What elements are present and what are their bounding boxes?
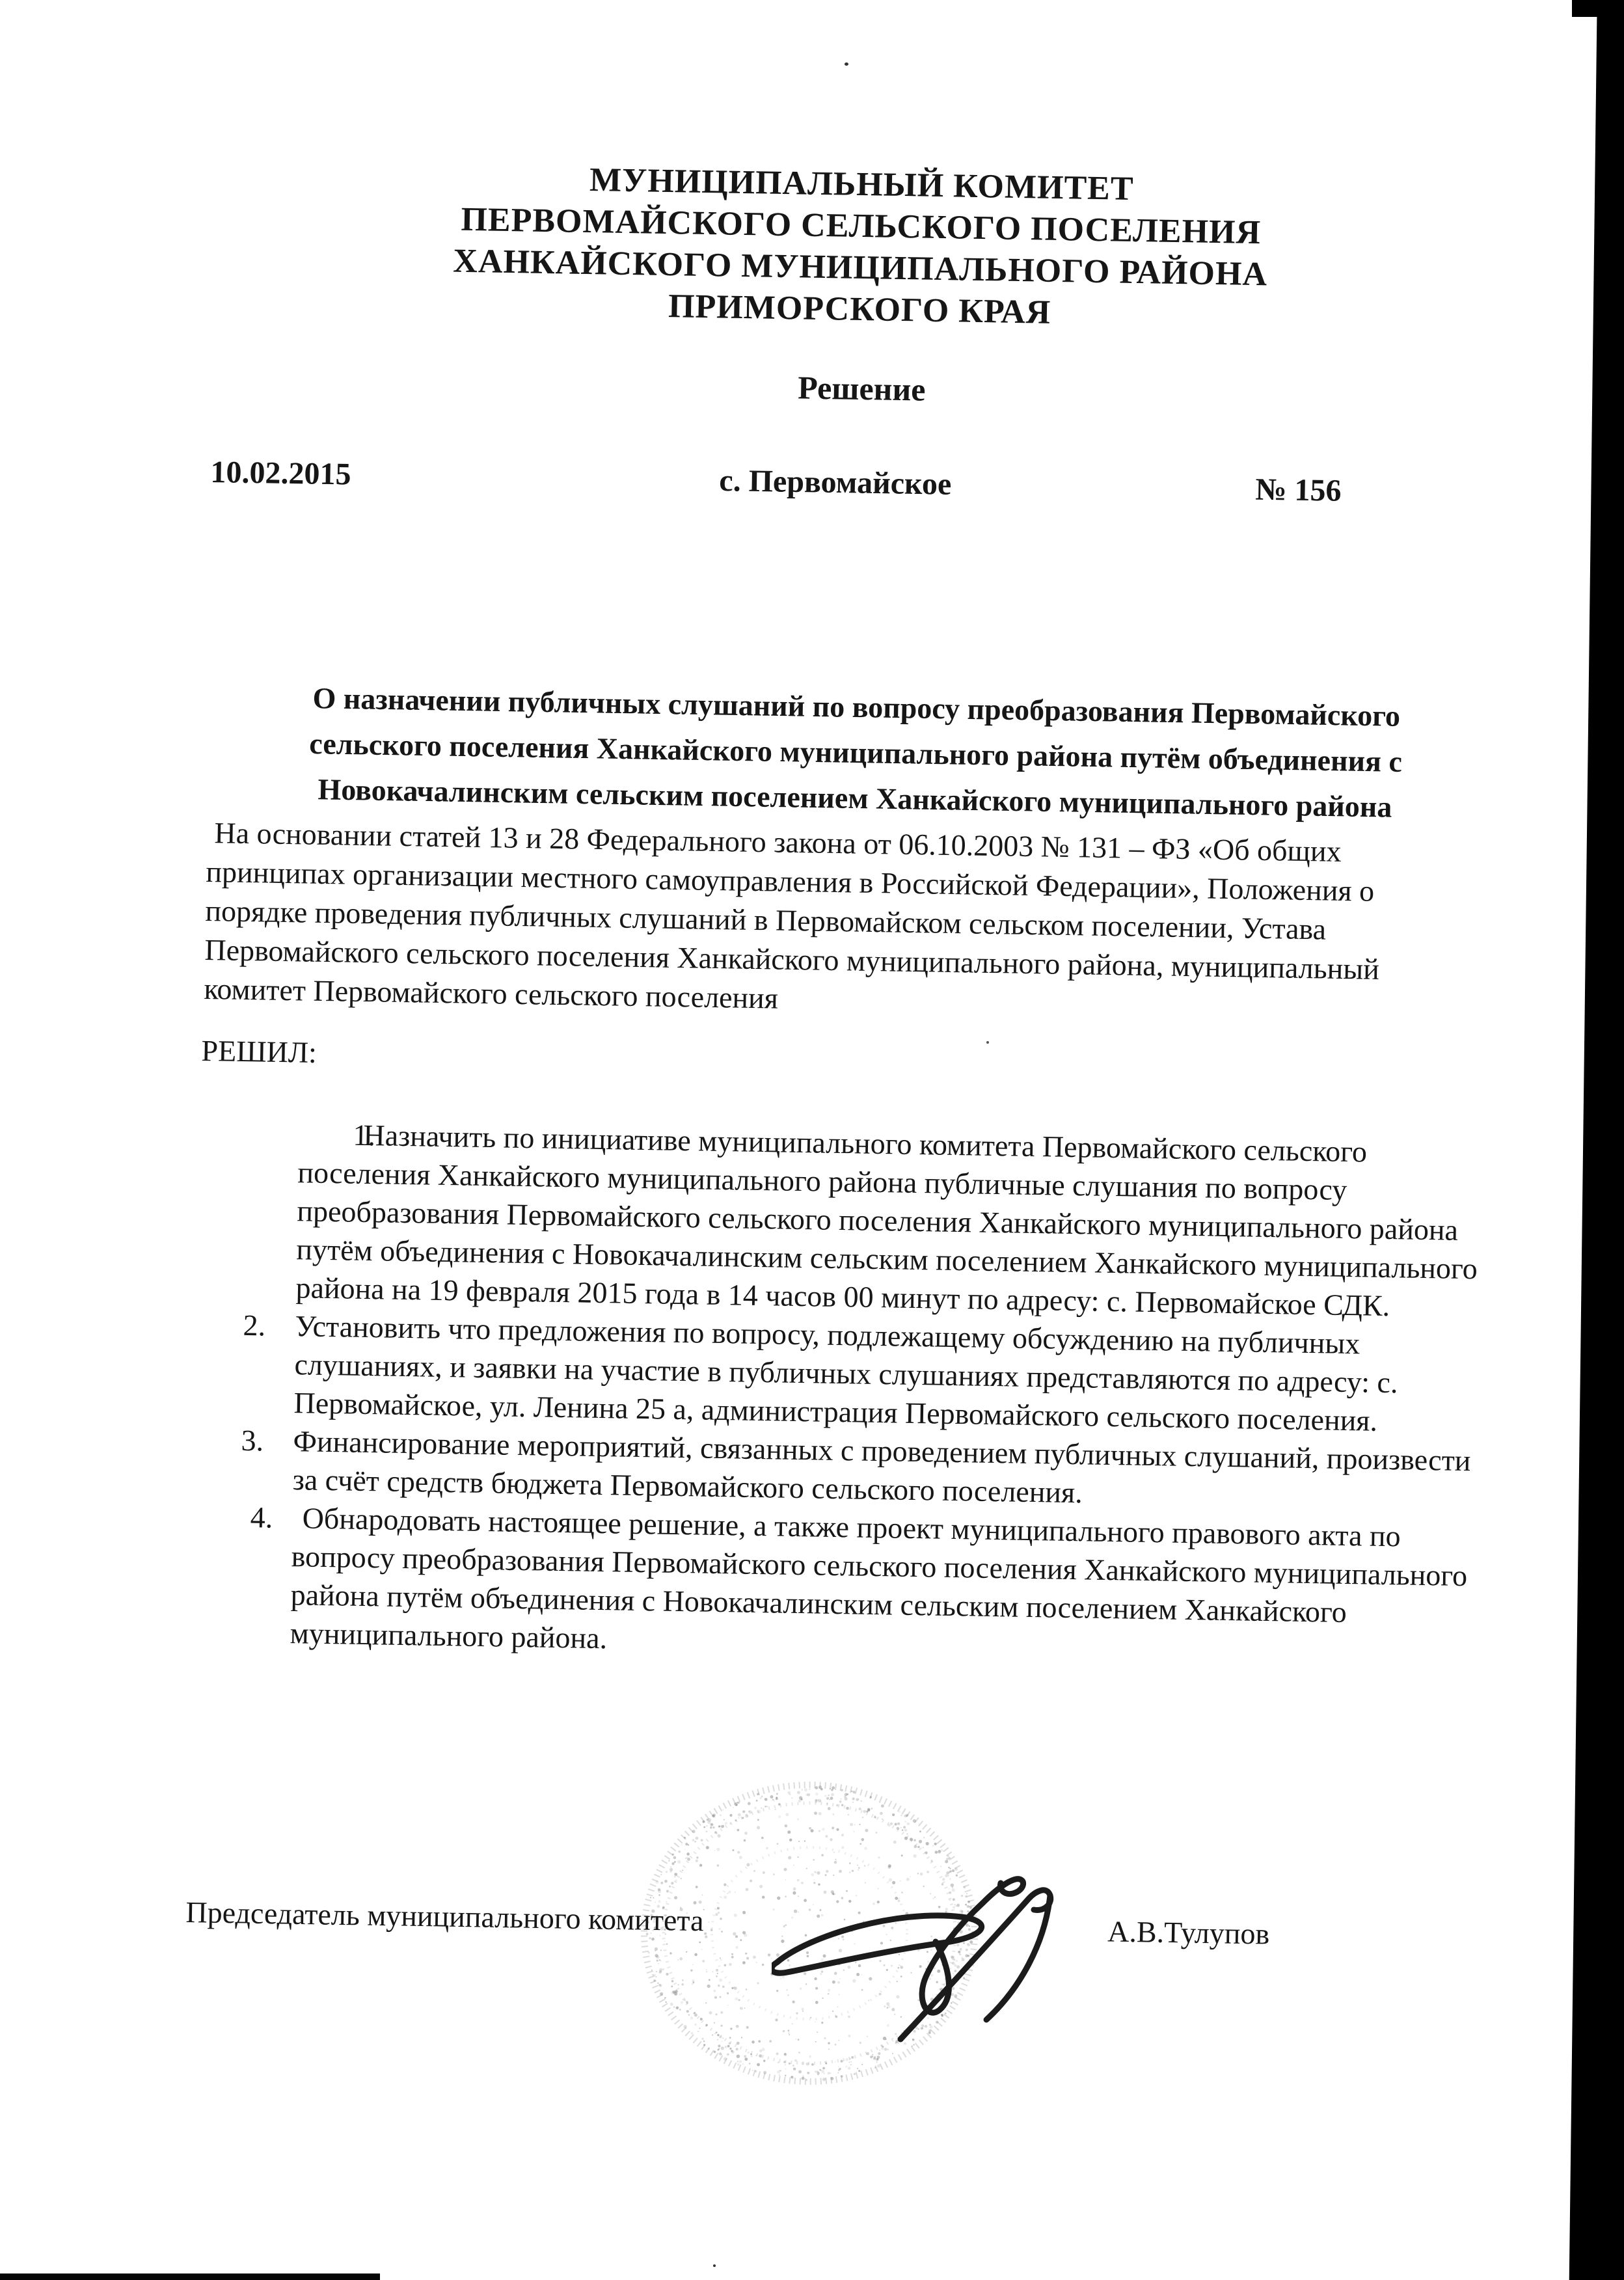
doc-number: № 156 [1254, 472, 1342, 508]
doc-date: 10.02.2015 [210, 454, 351, 492]
org-line-1: МУНИЦИПАЛЬНЫЙ КОМИТЕТ [589, 161, 1135, 208]
scan-edge-right [1568, 0, 1624, 2280]
org-header [232, 154, 1490, 341]
org-line-4: ПРИМОРСКОГО КРАЯ [668, 288, 1051, 331]
scan-speck [845, 62, 848, 66]
resolution-item-3-text: Финансирование мероприятий, связанных с проведением публичных слушаний, произвести за счёт средств бюджета Первомайского сельского поселения. [292, 1424, 1471, 1510]
resolution-item-1-text: Назначить по инициативе муниципального комитета Первомайского сельского поселения Ханкайского муниципального района публичные слушания по вопросу преобразования Первомайского сельского поселения Ханкайского муниципального района путём объединения с Новокачалинским сельским поселением Ханкайского муниципального района на 19 февраля 2015 года в 14 часов 00 минут по адресу: с. Первомайское СДК. [295, 1118, 1478, 1323]
org-line-3: ХАНКАЙСКОГО МУНИЦИПАЛЬНОГО РАЙОНА [452, 242, 1268, 293]
resolved-label: РЕШИЛ: [201, 1033, 318, 1069]
org-line-2: ПЕРВОМАЙСКОГО СЕЛЬСКОГО ПОСЕЛЕНИЯ [461, 200, 1262, 252]
doc-type: Решение [797, 369, 926, 408]
doc-place: с. Первомайское [718, 463, 952, 502]
title-line-1: О назначении публичных слушаний по вопросу преобразования Первомайского [312, 681, 1401, 733]
resolution-item-2 [245, 1306, 1483, 1441]
doc-title [227, 674, 1485, 832]
resolution-item-2-text: Установить что предложения по вопросу, подлежащему обсуждению на публичных слушаниях, и заявки на участие в публичных слушаниях представляются по адресу: с. Первомайское, ул. Ленина 25 а, администрация Первомайского сельского поселения. [293, 1309, 1398, 1437]
resolution-item-4 [241, 1498, 1480, 1672]
title-line-3: Новокачалинским сельским поселением Ханкайского муниципального района [318, 772, 1392, 824]
signer-name: А.В.Тулупов [1107, 1914, 1270, 1951]
resolution-list [241, 1114, 1486, 1672]
scan-strip-bottom-left [0, 2273, 380, 2280]
scan-speck [986, 1041, 989, 1044]
preamble: На основании статей 13 и 28 Федерального закона от 06.10.2003 № 131 – ФЗ «Об общих принципах организации местного самоуправления в Российской Федерации», Положения о порядке проведения публичных слушаний в Первомайском сельском поселении, Устава Первомайского сельского поселения Ханкайского муниципального района, муниципальный комитет Первомайского сельского поселения [204, 816, 1380, 1015]
title-line-2: сельского поселения Ханкайского муниципального района путём объединения с [308, 727, 1403, 778]
date-row [210, 454, 1375, 513]
signer-position: Председатель муниципального комитета [185, 1895, 704, 1938]
resolution-item-1 [247, 1114, 1487, 1326]
resolution-item-4-text: Обнародовать настоящее решение, а также проект муниципального правового акта по вопросу преобразования Первомайского сельского поселения Ханкайского муниципального района путём объединения с Новокачалинским сельским поселением Ханкайского муниципального района. [290, 1501, 1468, 1655]
scan-speck [713, 2264, 716, 2267]
signature-row [185, 1895, 1357, 1973]
scan-notch-top-right [1572, 0, 1624, 17]
